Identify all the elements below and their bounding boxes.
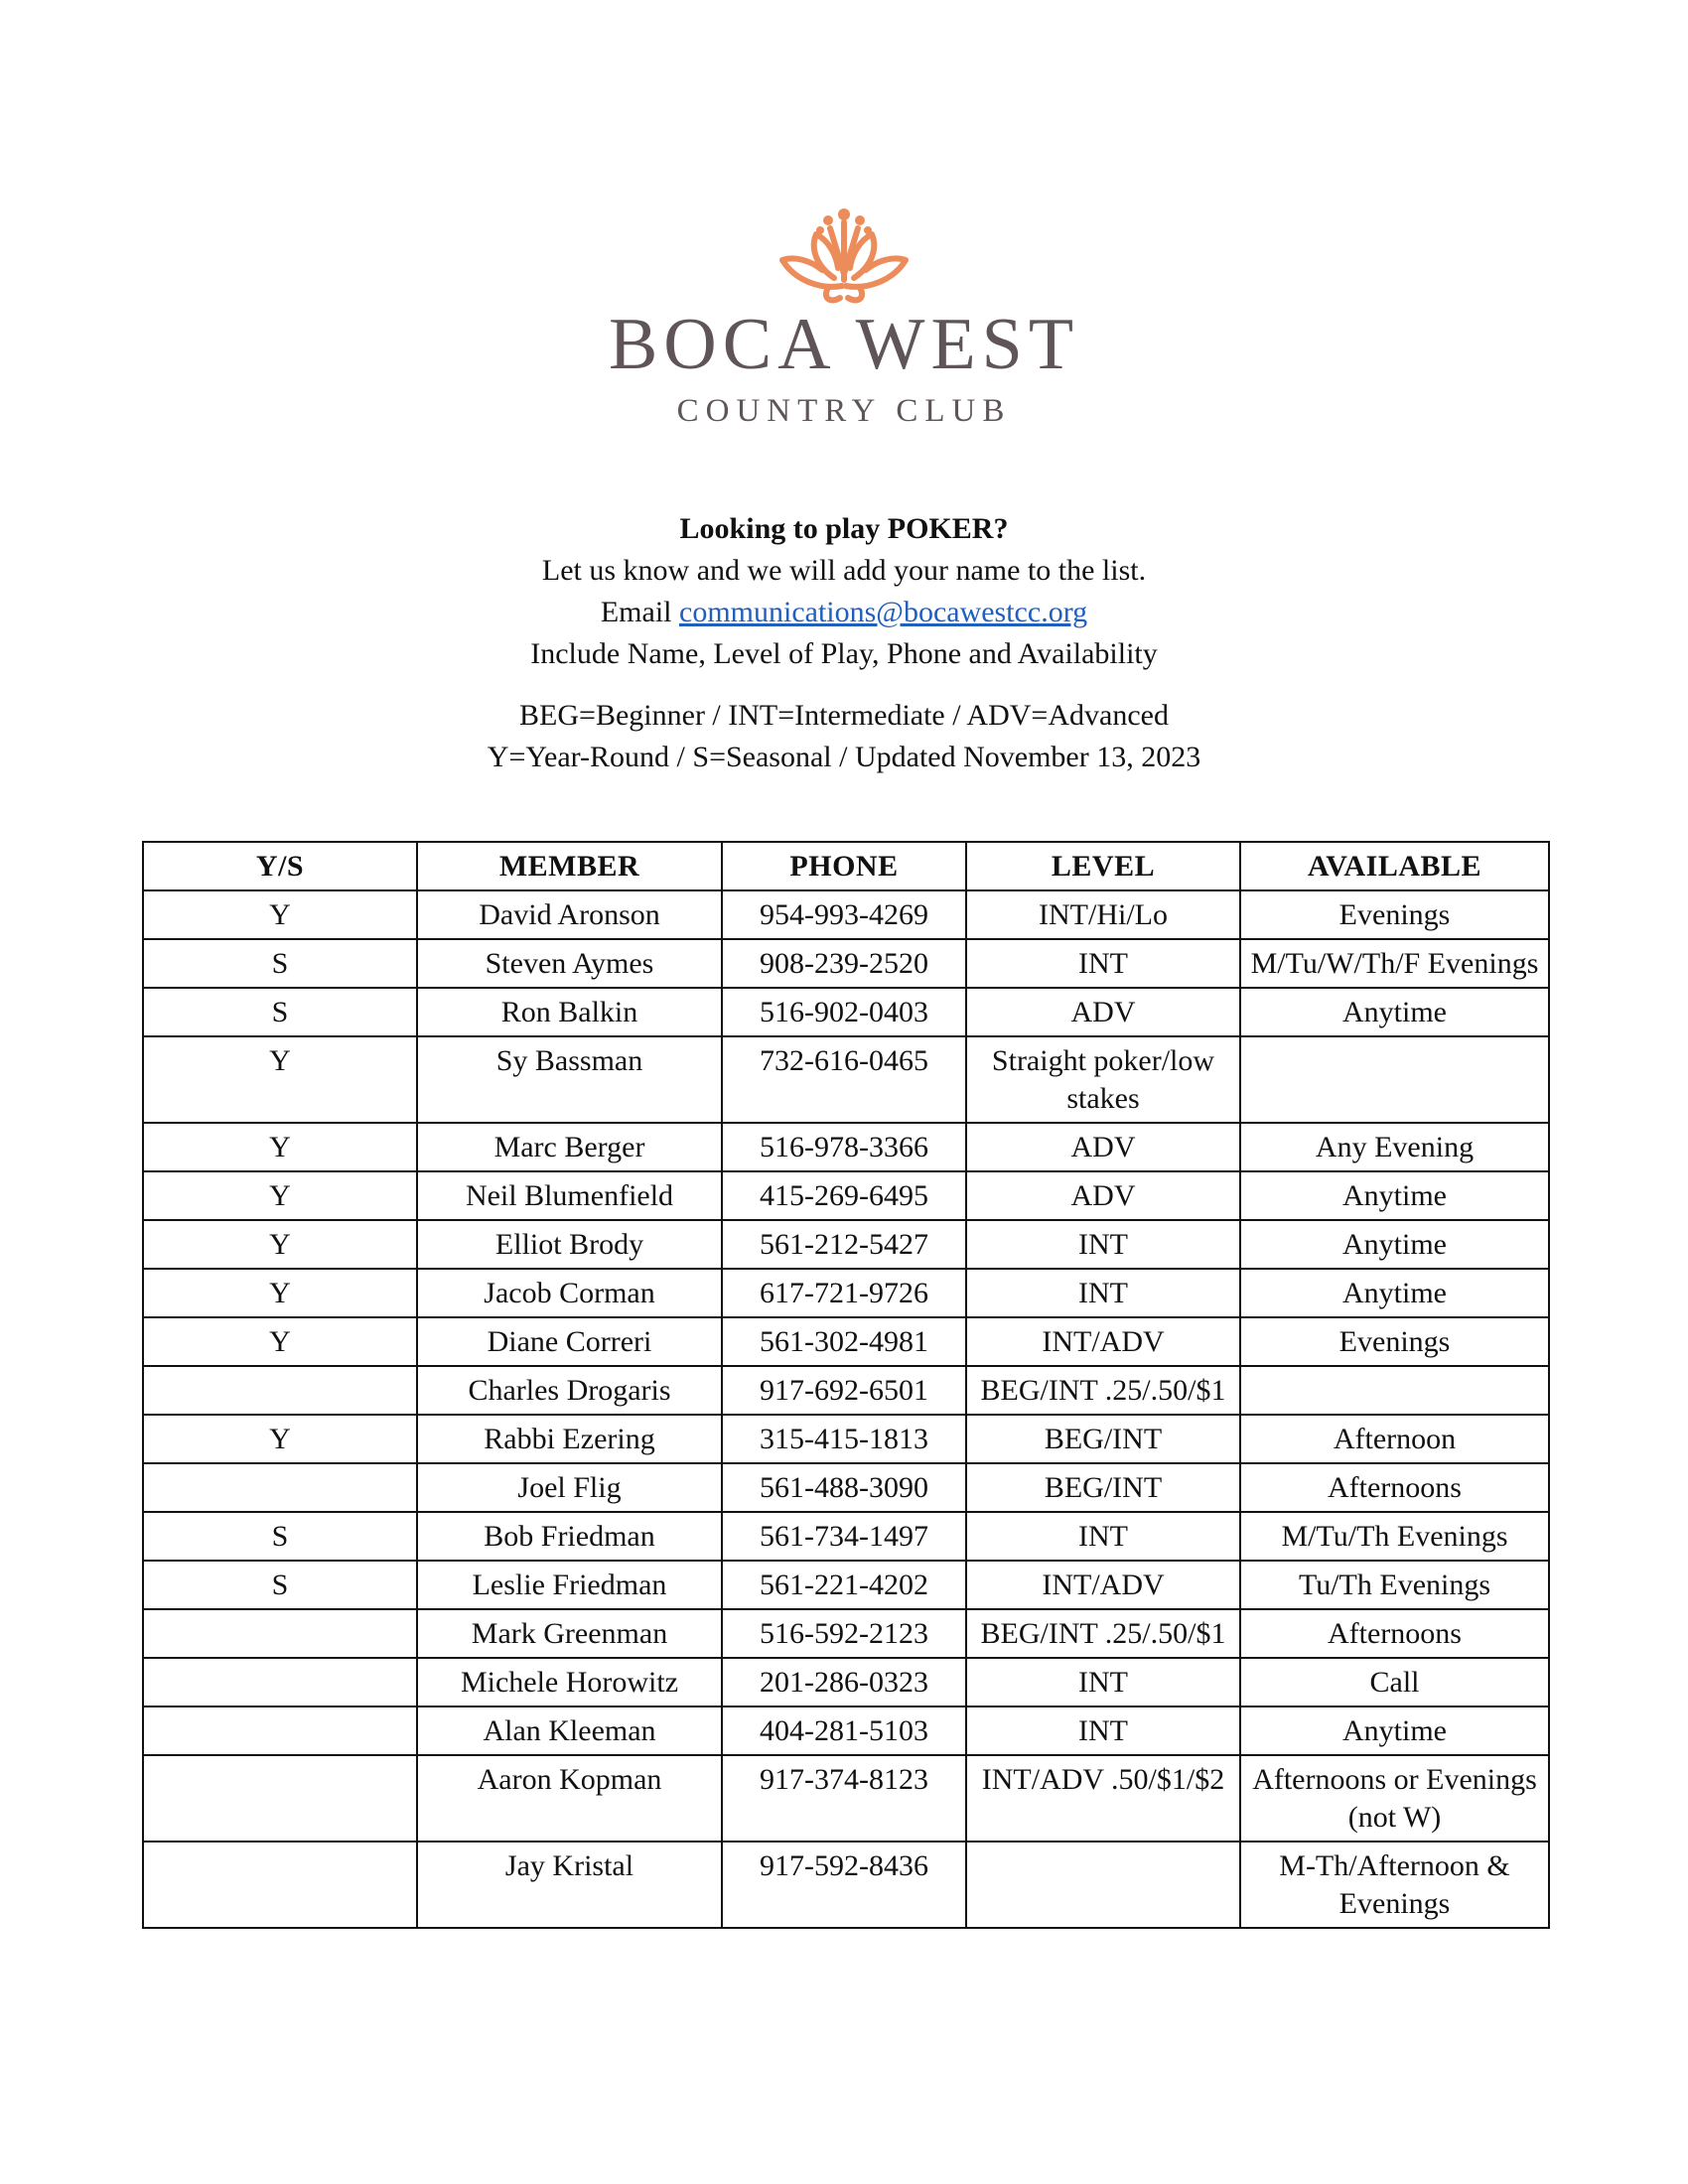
table-row (143, 890, 1549, 939)
cell-ys: Y (143, 1317, 417, 1366)
table-row (143, 1512, 1549, 1561)
table-row (143, 1842, 1549, 1928)
cell-ys: Y (143, 1123, 417, 1171)
email-prefix: Email (600, 596, 672, 628)
cell-member: Aaron Kopman (417, 1755, 722, 1842)
cell-phone: 561-734-1497 (722, 1512, 966, 1561)
cell-level: INT (966, 1512, 1240, 1561)
cell-member: Marc Berger (417, 1123, 722, 1171)
cell-member: Bob Friedman (417, 1512, 722, 1561)
cell-level: BEG/INT .25/.50/$1 (966, 1609, 1240, 1658)
cell-available: Afternoons or Evenings (not W) (1240, 1755, 1549, 1842)
cell-phone: 315-415-1813 (722, 1415, 966, 1463)
cell-ys: Y (143, 1269, 417, 1317)
cell-phone: 917-692-6501 (722, 1366, 966, 1415)
cell-phone: 516-592-2123 (722, 1609, 966, 1658)
cell-available: Anytime (1240, 1171, 1549, 1220)
cell-phone: 404-281-5103 (722, 1706, 966, 1755)
cell-ys (143, 1463, 417, 1512)
cell-ys: S (143, 1561, 417, 1609)
table-header-row (143, 842, 1549, 890)
cell-phone: 954-993-4269 (722, 890, 966, 939)
cell-ys (143, 1658, 417, 1706)
cell-ys (143, 1366, 417, 1415)
cell-phone: 516-978-3366 (722, 1123, 966, 1171)
cell-level: INT/ADV (966, 1561, 1240, 1609)
cell-member: Michele Horowitz (417, 1658, 722, 1706)
table-row (143, 939, 1549, 988)
club-name: BOCA WEST (608, 304, 1080, 385)
cell-member: Leslie Friedman (417, 1561, 722, 1609)
table-row (143, 1706, 1549, 1755)
cell-member: Rabbi Ezering (417, 1415, 722, 1463)
cell-ys: Y (143, 1036, 417, 1123)
cell-member: David Aronson (417, 890, 722, 939)
cell-phone: 561-221-4202 (722, 1561, 966, 1609)
cell-member: Steven Aymes (417, 939, 722, 988)
poker-roster-table (142, 841, 1550, 1929)
cell-level: BEG/INT (966, 1415, 1240, 1463)
cell-member: Elliot Brody (417, 1220, 722, 1269)
cell-level: INT/ADV (966, 1317, 1240, 1366)
table-row (143, 1658, 1549, 1706)
table-body (143, 890, 1549, 1928)
cell-phone: 415-269-6495 (722, 1171, 966, 1220)
cell-available: Evenings (1240, 1317, 1549, 1366)
cell-available: Evenings (1240, 890, 1549, 939)
cell-level: INT (966, 939, 1240, 988)
cell-phone: 561-302-4981 (722, 1317, 966, 1366)
cell-available: Afternoons (1240, 1609, 1549, 1658)
cell-ys (143, 1706, 417, 1755)
cell-member: Joel Flig (417, 1463, 722, 1512)
cell-member: Mark Greenman (417, 1609, 722, 1658)
table-row (143, 1463, 1549, 1512)
table-row (143, 1366, 1549, 1415)
table-row (143, 988, 1549, 1036)
cell-level: INT/Hi/Lo (966, 890, 1240, 939)
cell-phone: 908-239-2520 (722, 939, 966, 988)
cell-available: Call (1240, 1658, 1549, 1706)
cell-phone: 516-902-0403 (722, 988, 966, 1036)
cell-level: Straight poker/low stakes (966, 1036, 1240, 1123)
cell-member: Jacob Corman (417, 1269, 722, 1317)
cell-phone: 561-212-5427 (722, 1220, 966, 1269)
email-link[interactable]: communications@bocawestcc.org (679, 596, 1088, 628)
cell-phone: 917-374-8123 (722, 1755, 966, 1842)
cell-member: Alan Kleeman (417, 1706, 722, 1755)
level-legend: BEG=Beginner / INT=Intermediate / ADV=Advanced (519, 699, 1169, 732)
cell-member: Sy Bassman (417, 1036, 722, 1123)
cell-available: M-Th/Afternoon & Evenings (1240, 1842, 1549, 1928)
cell-level: ADV (966, 1171, 1240, 1220)
cell-available: Anytime (1240, 1706, 1549, 1755)
cell-available: Tu/Th Evenings (1240, 1561, 1549, 1609)
table-row (143, 1755, 1549, 1842)
cell-level: ADV (966, 988, 1240, 1036)
table-row (143, 1561, 1549, 1609)
table-row (143, 1220, 1549, 1269)
cell-member: Diane Correri (417, 1317, 722, 1366)
cell-level: INT (966, 1706, 1240, 1755)
cell-ys (143, 1842, 417, 1928)
cell-level (966, 1842, 1240, 1928)
cell-available: M/Tu/W/Th/F Evenings (1240, 939, 1549, 988)
cell-ys: S (143, 988, 417, 1036)
cell-level: INT/ADV .50/$1/$2 (966, 1755, 1240, 1842)
table-row (143, 1269, 1549, 1317)
cell-phone: 917-592-8436 (722, 1842, 966, 1928)
cell-level: BEG/INT .25/.50/$1 (966, 1366, 1240, 1415)
club-logo (0, 195, 1688, 428)
cell-member: Ron Balkin (417, 988, 722, 1036)
cell-phone: 561-488-3090 (722, 1463, 966, 1512)
cell-phone: 201-286-0323 (722, 1658, 966, 1706)
cell-level: ADV (966, 1123, 1240, 1171)
header-ys: Y/S (143, 842, 417, 890)
cell-phone: 732-616-0465 (722, 1036, 966, 1123)
cell-available: Anytime (1240, 1269, 1549, 1317)
legend-block (0, 695, 1688, 778)
cell-ys (143, 1755, 417, 1842)
cell-ys: Y (143, 1220, 417, 1269)
cell-member: Neil Blumenfield (417, 1171, 722, 1220)
header-member: MEMBER (417, 842, 722, 890)
cell-ys (143, 1609, 417, 1658)
cell-available: Anytime (1240, 1220, 1549, 1269)
cell-level: BEG/INT (966, 1463, 1240, 1512)
cell-ys: S (143, 939, 417, 988)
cell-available (1240, 1036, 1549, 1123)
header-phone: PHONE (722, 842, 966, 890)
cell-member: Charles Drogaris (417, 1366, 722, 1415)
cell-available: Afternoon (1240, 1415, 1549, 1463)
cell-available (1240, 1366, 1549, 1415)
header-available: AVAILABLE (1240, 842, 1549, 890)
intro-block (0, 508, 1688, 675)
cell-member: Jay Kristal (417, 1842, 722, 1928)
header-level: LEVEL (966, 842, 1240, 890)
season-legend: Y=Year-Round / S=Seasonal / Updated November 13, 2023 (487, 741, 1201, 773)
cell-phone: 617-721-9726 (722, 1269, 966, 1317)
table-row (143, 1609, 1549, 1658)
cell-ys: S (143, 1512, 417, 1561)
cell-level: INT (966, 1220, 1240, 1269)
cell-available: M/Tu/Th Evenings (1240, 1512, 1549, 1561)
table-row (143, 1171, 1549, 1220)
cell-available: Anytime (1240, 988, 1549, 1036)
email-line (0, 592, 1688, 633)
table-row (143, 1415, 1549, 1463)
table-row (143, 1317, 1549, 1366)
club-subtitle: COUNTRY CLUB (676, 393, 1012, 429)
intro-line-3: Include Name, Level of Play, Phone and Availability (530, 637, 1158, 670)
cell-available: Any Evening (1240, 1123, 1549, 1171)
table-row (143, 1036, 1549, 1123)
cell-available: Afternoons (1240, 1463, 1549, 1512)
cell-ys: Y (143, 1415, 417, 1463)
cell-level: INT (966, 1269, 1240, 1317)
table-row (143, 1123, 1549, 1171)
cell-level: INT (966, 1658, 1240, 1706)
headline: Looking to play POKER? (679, 512, 1009, 545)
cell-ys: Y (143, 1171, 417, 1220)
hibiscus-flower-icon (765, 195, 923, 306)
intro-line-1: Let us know and we will add your name to the list. (541, 554, 1147, 587)
cell-ys: Y (143, 890, 417, 939)
